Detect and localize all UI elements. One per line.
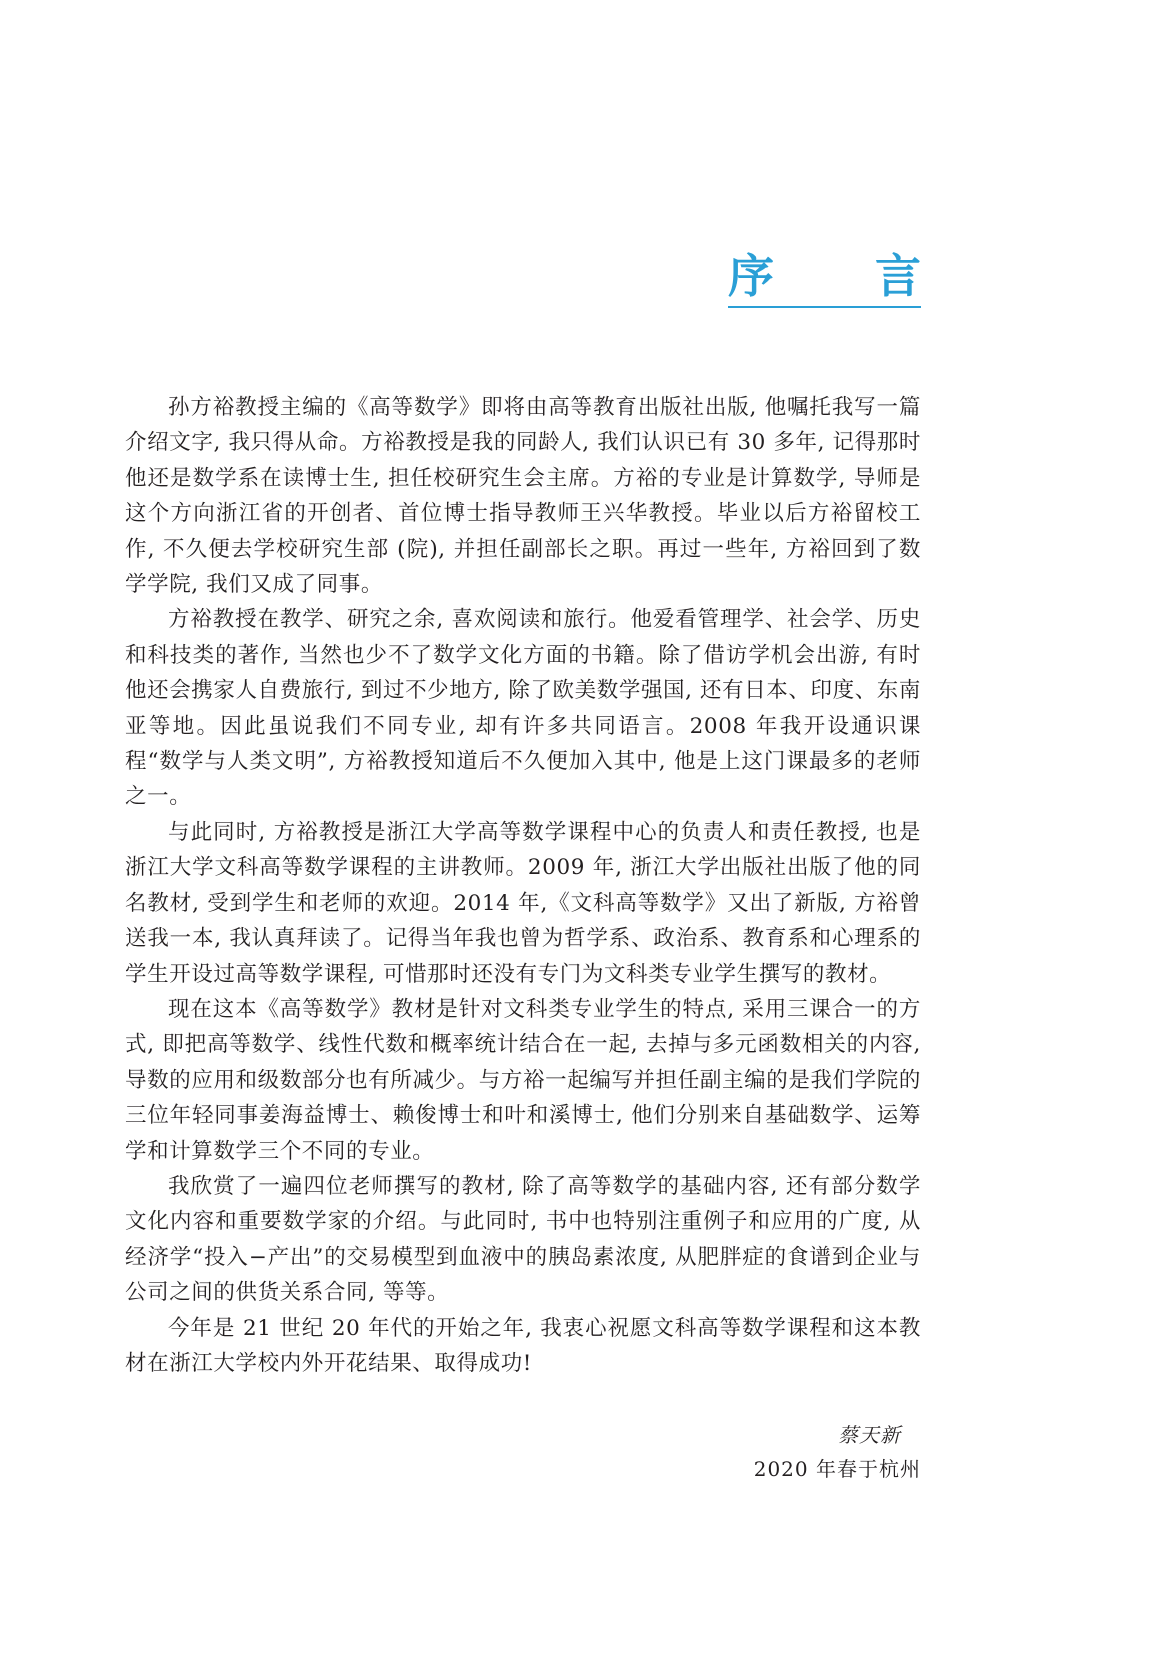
signature-block bbox=[754, 1418, 921, 1486]
paragraph-6: 今年是 21 世纪 20 年代的开始之年, 我衷心祝愿文科高等数学课程和这本教材在浙江大学校内外开花结果、取得成功! bbox=[125, 1315, 921, 1376]
title-char-1: 序 bbox=[728, 249, 774, 303]
title-char-2: 言 bbox=[875, 249, 921, 303]
paragraph-5: 我欣赏了一遍四位老师撰写的教材, 除了高等数学的基础内容, 还有部分数学文化内容和重要数学家的介绍。与此同时, 书中也特别注重例子和应用的广度, 从经济学“投入−产出”的交易模型到血液中的胰岛素浓度, 从肥胖症的食谱到企业与公司之间的供货关系合同, 等等。 bbox=[125, 1173, 921, 1306]
signature-author: 蔡天新 bbox=[838, 1423, 901, 1447]
title-underline bbox=[728, 306, 921, 308]
paragraph-1: 孙方裕教授主编的《高等数学》即将由高等教育出版社出版, 他嘱托我写一篇介绍文字, 我只得从命。方裕教授是我的同龄人, 我们认识已有 30 多年, 记得那时他还是数学系在读博士生, 担任校研究生会主席。方裕的专业是计算数学, 导师是这个方向浙江省的开创者、首位博士指导教师王兴华教授。毕业以后方裕留校工作, 不久便去学校研究生部 (院), 并担任副部长之职。再过一些年, 方裕回到了数学学院, 我们又成了同事。 bbox=[125, 395, 921, 598]
paragraph-3: 与此同时, 方裕教授是浙江大学高等数学课程中心的负责人和责任教授, 也是浙江大学文科高等数学课程的主讲教师。2009 年, 浙江大学出版社出版了他的同名教材, 受到学生和老师的欢迎。2014 年,《文科高等数学》又出了新版, 方裕曾送我一本, 我认真拜读了。记得当年我也曾为哲学系、政治系、教育系和心理系的学生开设过高等数学课程, 可惜那时还没有专门为文科类专业学生撰写的教材。 bbox=[125, 819, 921, 987]
signature-date-place: 2020 年春于杭州 bbox=[753, 1457, 921, 1481]
page-title bbox=[728, 248, 921, 304]
preface-heading bbox=[728, 248, 921, 308]
paragraph-2: 方裕教授在教学、研究之余, 喜欢阅读和旅行。他爱看管理学、社会学、历史和科技类的著作, 当然也少不了数学文化方面的书籍。除了借访学机会出游, 有时他还会携家人自费旅行, 到过不少地方, 除了欧美数学强国, 还有日本、印度、东南亚等地。因此虽说我们不同专业, 却有许多共同语言。2008 年我开设通识课程“数学与人类文明”, 方裕教授知道后不久便加入其中, 他是上这门课最多的老师之一。 bbox=[125, 607, 922, 810]
preface-body bbox=[125, 390, 921, 1381]
paragraph-4: 现在这本《高等数学》教材是针对文科类专业学生的特点, 采用三课合一的方式, 即把高等数学、线性代数和概率统计结合在一起, 去掉与多元函数相关的内容, 导数的应用和级数部分也有所减少。与方裕一起编写并担任副主编的是我们学院的三位年轻同事姜海益博士、赖俊博士和叶和溪博士, 他们分别来自基础数学、运筹学和计算数学三个不同的专业。 bbox=[125, 996, 921, 1164]
